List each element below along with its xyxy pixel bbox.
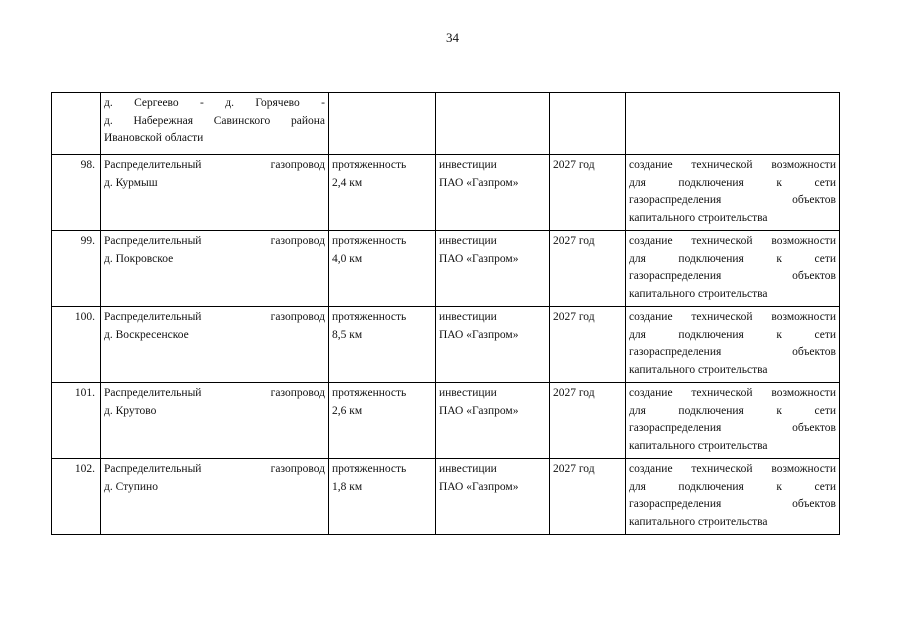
year-text: 2027 год	[553, 311, 595, 323]
name-text: д. Крутово	[104, 404, 157, 417]
purpose-text: для подключения к сети	[629, 252, 836, 265]
purpose-cell	[626, 155, 840, 231]
name-cell	[101, 383, 329, 459]
param-label: протяженность	[332, 235, 407, 247]
param-value: 8,5 км	[332, 328, 363, 341]
param-label: протяженность	[332, 159, 407, 171]
purpose-text: для подключения к сети	[629, 176, 836, 189]
source-cell	[436, 93, 550, 155]
name-cell	[101, 307, 329, 383]
row-number: 100.	[52, 307, 101, 383]
purpose-cell	[626, 383, 840, 459]
page-number: 34	[446, 30, 459, 45]
purpose-cell	[626, 93, 840, 155]
name-line: Ивановской области	[104, 132, 204, 144]
purpose-text: создание технической возможности	[629, 235, 836, 247]
year-cell	[550, 93, 626, 155]
purpose-cell	[626, 307, 840, 383]
name-text: д. Воскресенское	[104, 328, 189, 341]
source-text: инвестиции	[439, 311, 497, 323]
purpose-cell	[626, 459, 840, 535]
param-cell	[329, 155, 436, 231]
purpose-text: газораспределения объектов	[629, 422, 836, 434]
row-number: 98.	[52, 155, 101, 231]
param-cell	[329, 93, 436, 155]
name-cell	[101, 155, 329, 231]
name-cell	[101, 459, 329, 535]
name-text: газопровод	[270, 159, 325, 171]
table-row	[52, 231, 840, 307]
row-number: 102.	[52, 459, 101, 535]
name-text: д. Ступино	[104, 480, 158, 493]
param-cell	[329, 307, 436, 383]
name-line: д. Сергеево - д. Горячево -	[104, 97, 325, 109]
purpose-text: для подключения к сети	[629, 328, 836, 341]
purpose-text: газораспределения объектов	[629, 270, 836, 282]
purpose-text: газораспределения объектов	[629, 346, 836, 358]
purpose-text: капитального строительства	[629, 363, 768, 376]
name-cell	[101, 93, 329, 155]
source-cell	[436, 307, 550, 383]
purpose-text: создание технической возможности	[629, 311, 836, 323]
param-value: 1,8 км	[332, 480, 363, 493]
table-row	[52, 93, 840, 155]
param-cell	[329, 383, 436, 459]
source-text: инвестиции	[439, 159, 497, 171]
table-row	[52, 383, 840, 459]
param-cell	[329, 231, 436, 307]
purpose-cell	[626, 231, 840, 307]
purpose-text: газораспределения объектов	[629, 194, 836, 206]
year-text: 2027 год	[553, 235, 595, 247]
source-cell	[436, 383, 550, 459]
year-text: 2027 год	[553, 159, 595, 171]
purpose-text: создание технической возможности	[629, 463, 836, 475]
source-cell	[436, 459, 550, 535]
name-text: д. Покровское	[104, 252, 174, 265]
source-cell	[436, 231, 550, 307]
purpose-text: создание технической возможности	[629, 387, 836, 399]
purpose-text: газораспределения объектов	[629, 498, 836, 510]
purpose-text: капитального строительства	[629, 439, 768, 452]
param-label: протяженность	[332, 387, 407, 399]
source-cell	[436, 155, 550, 231]
param-value: 2,4 км	[332, 176, 363, 189]
source-text: инвестиции	[439, 387, 497, 399]
purpose-text: капитального строительства	[629, 287, 768, 300]
name-text: Распределительный	[104, 387, 202, 399]
purpose-text: для подключения к сети	[629, 480, 836, 493]
num-cell	[52, 93, 101, 155]
name-text: газопровод	[270, 311, 325, 323]
source-text: ПАО «Газпром»	[439, 252, 519, 265]
name-text: газопровод	[270, 235, 325, 247]
source-text: ПАО «Газпром»	[439, 176, 519, 189]
name-text: Распределительный	[104, 159, 202, 171]
purpose-text: капитального строительства	[629, 515, 768, 528]
row-number: 101.	[52, 383, 101, 459]
year-text: 2027 год	[553, 463, 595, 475]
source-text: инвестиции	[439, 235, 497, 247]
param-cell	[329, 459, 436, 535]
param-label: протяженность	[332, 463, 407, 475]
name-text: Распределительный	[104, 463, 202, 475]
name-text: газопровод	[270, 463, 325, 475]
year-cell	[550, 307, 626, 383]
year-cell	[550, 231, 626, 307]
purpose-text: для подключения к сети	[629, 404, 836, 417]
table-row	[52, 155, 840, 231]
table-row	[52, 307, 840, 383]
year-text: 2027 год	[553, 387, 595, 399]
purpose-text: создание технической возможности	[629, 159, 836, 171]
param-value: 2,6 км	[332, 404, 363, 417]
param-label: протяженность	[332, 311, 407, 323]
source-text: ПАО «Газпром»	[439, 480, 519, 493]
name-line: д. Набережная Савинского района	[104, 114, 325, 127]
row-number: 99.	[52, 231, 101, 307]
year-cell	[550, 383, 626, 459]
source-text: ПАО «Газпром»	[439, 404, 519, 417]
source-text: ПАО «Газпром»	[439, 328, 519, 341]
name-cell	[101, 231, 329, 307]
name-text: Распределительный	[104, 311, 202, 323]
gas-network-table	[51, 92, 840, 535]
name-text: газопровод	[270, 387, 325, 399]
year-cell	[550, 155, 626, 231]
name-text: Распределительный	[104, 235, 202, 247]
purpose-text: капитального строительства	[629, 211, 768, 224]
source-text: инвестиции	[439, 463, 497, 475]
name-text: д. Курмыш	[104, 176, 158, 189]
param-value: 4,0 км	[332, 252, 363, 265]
table-row	[52, 459, 840, 535]
year-cell	[550, 459, 626, 535]
